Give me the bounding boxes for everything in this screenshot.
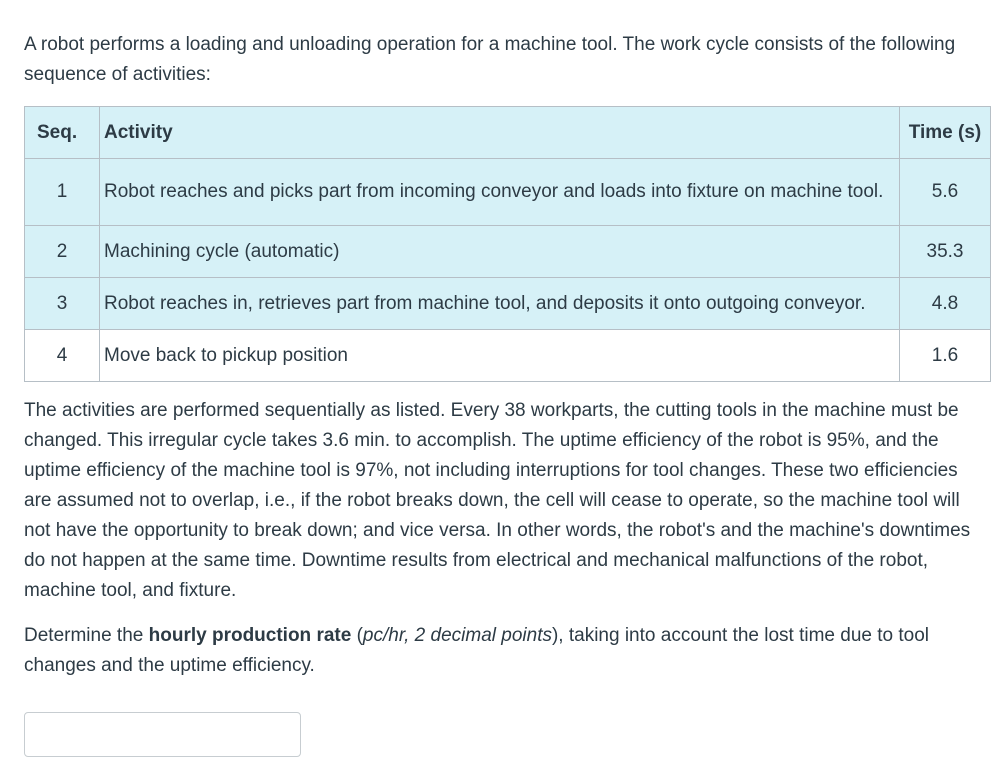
table-row xyxy=(25,330,991,382)
header-time: Time (s) xyxy=(900,107,991,159)
row-seq: 1 xyxy=(25,159,100,226)
problem-intro: A robot performs a loading and unloading operation for a machine tool. The work cycle consists of the following sequence of activities: xyxy=(24,34,956,85)
question-bold-term: hourly production rate xyxy=(148,625,352,646)
answer-input[interactable] xyxy=(24,712,301,757)
question-suffix: ), taking into account the lost time due to tool changes and the uptime efficiency. xyxy=(24,625,930,676)
row-activity: Robot reaches and picks part from incoming conveyor and loads into fixture on machine tool. xyxy=(100,159,900,226)
header-seq: Seq. xyxy=(25,107,100,159)
row-seq: 4 xyxy=(25,330,100,382)
question-prefix: Determine the xyxy=(24,625,149,646)
row-time: 1.6 xyxy=(900,330,991,382)
row-activity: Move back to pickup position xyxy=(100,330,900,382)
row-time: 5.6 xyxy=(900,159,991,226)
header-activity: Activity xyxy=(100,107,900,159)
row-time: 4.8 xyxy=(900,278,991,330)
problem-paragraph: The activities are performed sequentially as listed. Every 38 workparts, the cutting tools in the machine must be changed. This irregular cycle takes 3.6 min. to accomplish. The uptime efficiency of the robot is 95%, and the uptime efficiency of the machine tool is 97%, not including interruptions for tool changes. These two efficiencies are assumed not to overlap, i.e., if the robot breaks down, the cell will cease to operate, so the machine tool will not have the opportunity to break down; and vice versa. In other words, the robot's and the machine's downtimes do not happen at the same time. Downtime results from electrical and mechanical malfunctions of the robot, machine tool, and fixture. xyxy=(24,400,971,601)
question-mid: ( xyxy=(351,625,363,646)
activity-table xyxy=(24,106,991,382)
table-row xyxy=(25,159,991,226)
row-activity: Robot reaches in, retrieves part from machine tool, and deposits it onto outgoing conveyor. xyxy=(100,278,900,330)
table-row xyxy=(25,278,991,330)
row-time: 35.3 xyxy=(900,226,991,278)
question-units-hint: pc/hr, 2 decimal points xyxy=(362,625,552,646)
row-activity: Machining cycle (automatic) xyxy=(100,226,900,278)
row-seq: 2 xyxy=(25,226,100,278)
row-seq: 3 xyxy=(25,278,100,330)
table-header-row xyxy=(25,107,991,159)
question-text xyxy=(24,621,984,681)
table-row xyxy=(25,226,991,278)
